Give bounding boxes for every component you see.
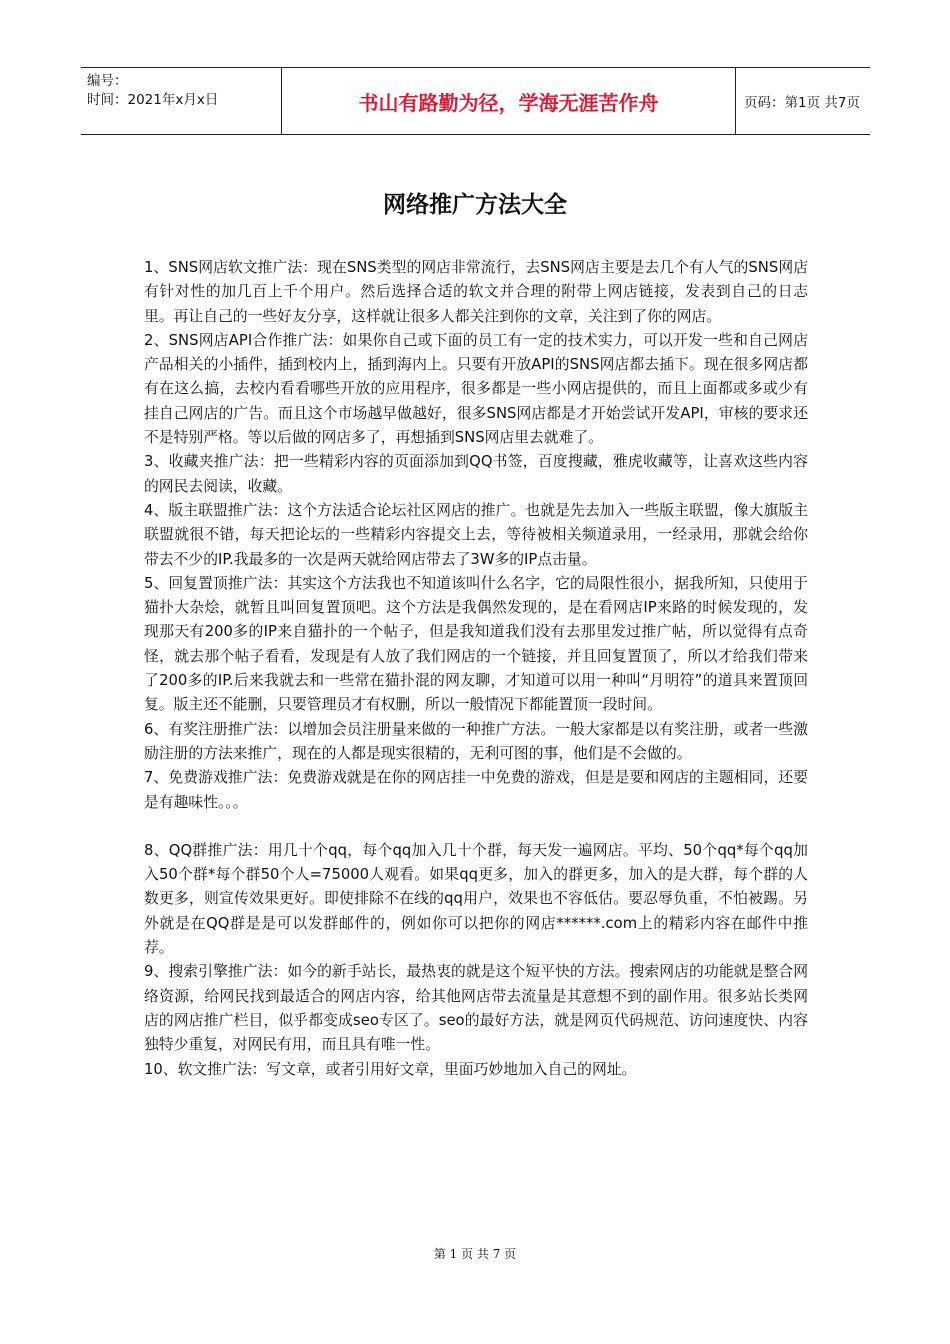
document-body (144, 256, 808, 1082)
paragraph-2: 2、SNS网店API合作推广法：如果你自己或下面的员工有一定的技术实力，可以开发一些和自己网店产品相关的小插件，插到校内上，插到海内上。只要有开放API的SNS网店都去插下。现在很多网店都有在这么搞，去校内看看哪些开放的应用程序，很多都是一些小网店提供的，而且上面都或多或少有挂自己网店的广告。而且这个市场越早做越好，很多SNS网店都是才开始尝试开发API，审核的要求还不是特别严格。等以后做的网店多了，再想插到SNS网店里去就难了。 (144, 331, 808, 447)
header-page-number: 页码：第1页 共7页 (744, 95, 860, 111)
document-date: 时间：2021年x月x日 (87, 92, 219, 108)
header-motto: 书山有路勤为径，学海无涯苦作舟 (358, 90, 659, 115)
paragraph-7: 7、免费游戏推广法：免费游戏就是在你的网店挂一中免费的游戏，但是是要和网店的主题相同，还要是有趣味性。。。 (144, 769, 808, 811)
paragraph-5: 5、回复置顶推广法：其实这个方法我也不知道该叫什么名字，它的局限性很小，据我所知，只使用于猫扑大杂烩，就暂且叫回复置顶吧。这个方法是我偶然发现的，是在看网店IP来路的时候发现的，发现那天有200多的IP来自猫扑的一个帖子，但是我知道我们没有去那里发过推广帖，所以觉得有点奇怪，就去那个帖子看看，发现是有人放了我们网店的一个链接，并且回复置顶了，所以才给我们带来了200多的IP.后来我就去和一些常在猫扑混的网友聊，才知道可以用一种叫“月明符”的道具来置顶回复。版主还不能删，只要管理员才有权删，所以一般情况下都能置顶一段时间。 (144, 574, 808, 714)
header-page-cell (736, 68, 870, 134)
page-header (81, 67, 870, 135)
header-motto-cell (282, 68, 736, 134)
document-title: 网络推广方法大全 (383, 192, 567, 218)
header-meta-cell (81, 68, 282, 134)
paragraph-6: 6、有奖注册推广法：以增加会员注册量来做的一种推广方法。一般大家都是以有奖注册，或者一些激励注册的方法来推广，现在的人都是现实很精的，无利可图的事，他们是不会做的。 (144, 720, 808, 762)
paragraph-9: 9、搜索引擎推广法：如今的新手站长，最热衷的就是这个短平快的方法。搜索网店的功能就是整合网络资源，给网民找到最适合的网店内容，给其他网店带去流量是其意想不到的副作用。很多站长类网店的网店推广栏目，似乎都变成seo专区了。seo的最好方法，就是网页代码规范、访问速度快、内容独特少重复，对网民有用，而且具有唯一性。 (144, 963, 808, 1054)
paragraph-3: 3、收藏夹推广法：把一些精彩内容的页面添加到QQ书签，百度搜藏，雅虎收藏等，让喜欢这些内容的网民去阅读，收藏。 (144, 453, 808, 495)
paragraph-4: 4、版主联盟推广法：这个方法适合论坛社区网店的推广。也就是先去加入一些版主联盟，像大旗版主联盟就很不错，每天把论坛的一些精彩内容提交上去，等待被相关频道录用，一经录用，那就会给你带去不少的IP.我最多的一次是两天就给网店带去了3W多的IP点击量。 (144, 501, 808, 568)
paragraph-8: 8、QQ群推广法：用几十个qq，每个qq加入几十个群，每天发一遍网店。平均、50个qq*每个qq加入50个群*每个群50个人=75000人观看。如果qq更多，加入的群更多，加入的是大群，每个群的人数更多，则宣传效果更好。即使排除不在线的qq用户，效果也不容低估。要忍辱负重，不怕被踢。另外就是在QQ群是是可以发群邮件的，例如你可以把你的网店******.com上的精彩内容在邮件中推荐。 (144, 841, 808, 957)
paragraph-1: 1、SNS网店软文推广法：现在SNS类型的网店非常流行，去SNS网店主要是去几个有人气的SNS网店有针对性的加几百上千个用户。然后选择合适的软文并合理的附带上网店链接，发表到自己的日志里。再让自己的一些好友分享，这样就让很多人都关注到你的文章，关注到了你的网店。 (144, 259, 808, 325)
paragraph-10: 10、软文推广法：写文章，或者引用好文章，里面巧妙地加入自己的网址。 (144, 1060, 637, 1078)
page-footer: 第 1 页 共 7 页 (433, 1247, 517, 1261)
document-number-label: 编号： (87, 73, 128, 89)
